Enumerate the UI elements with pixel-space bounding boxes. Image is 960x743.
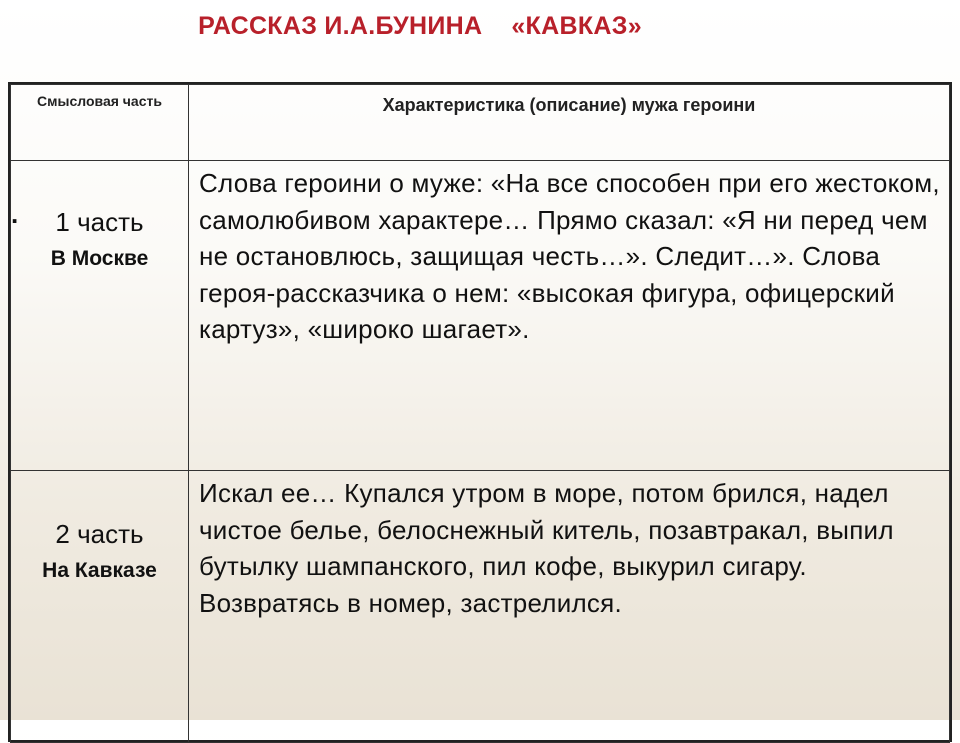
slide-title: РАССКАЗ И.А.БУНИНА «КАВКАЗ» <box>198 12 642 40</box>
part-place: В Москве <box>50 247 149 270</box>
part-title: 1 часть <box>55 207 144 237</box>
characteristics-table <box>8 82 952 742</box>
header-husband-description: Характеристика (описание) мужа героини <box>189 85 950 161</box>
part-cell <box>11 161 189 471</box>
table-header-row <box>11 85 950 161</box>
part-title: 2 часть <box>55 519 144 549</box>
part-cell <box>11 471 189 743</box>
table-grid <box>10 84 950 743</box>
bullet-marker: . <box>11 199 19 229</box>
table-row <box>11 161 950 471</box>
part-place: На Кавказе <box>42 559 157 582</box>
table-row <box>11 471 950 743</box>
description-cell: Искал ее… Купался утром в море, потом брился, надел чистое белье, белоснежный китель, позавтракал, выпил бутылку шампанского, пил кофе, выкурил сигару. Возвратясь в номер, застрелился. <box>189 471 950 743</box>
description-cell: Слова героини о муже: «На все способен при его жестоком, самолюбивом характере… Прямо сказал: «Я ни перед чем не остановлюсь, защищая честь…». Следит…». Слова героя-рассказчика о нем: «высокая фигура, офицерский картуз», «широко шагает». <box>189 161 950 471</box>
header-semantic-part: Смысловая часть <box>11 85 189 161</box>
